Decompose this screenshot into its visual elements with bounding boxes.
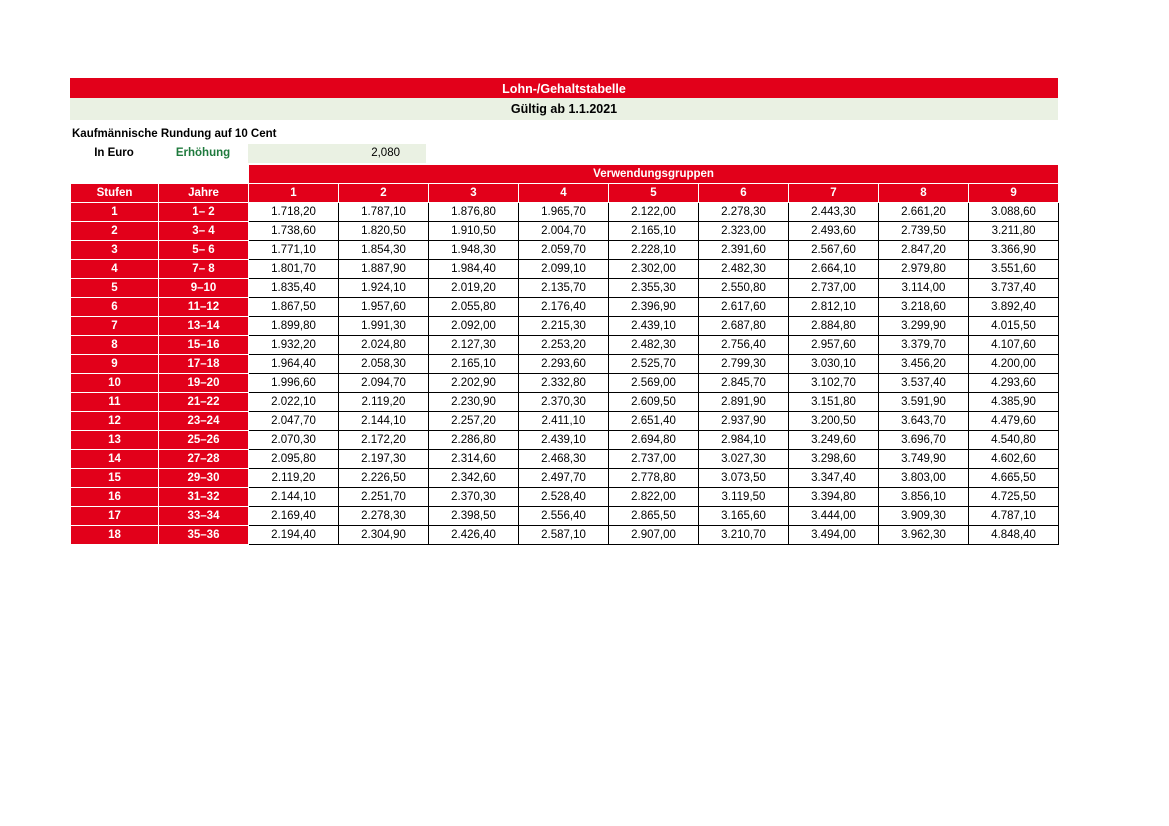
cell-value: 3.299,90	[879, 317, 969, 336]
cell-value: 2.253,20	[519, 336, 609, 355]
cell-value: 2.058,30	[339, 355, 429, 374]
cell-value: 2.937,90	[699, 412, 789, 431]
cell-stufe: 18	[71, 526, 159, 545]
header-group-9: 9	[969, 184, 1059, 203]
cell-value: 4.602,60	[969, 450, 1059, 469]
cell-value: 2.957,60	[789, 336, 879, 355]
cell-value: 2.094,70	[339, 374, 429, 393]
cell-value: 2.119,20	[249, 469, 339, 488]
cell-jahre: 11–12	[159, 298, 249, 317]
cell-value: 3.537,40	[879, 374, 969, 393]
table-row	[71, 469, 1059, 488]
cell-value: 3.114,00	[879, 279, 969, 298]
header-group-7: 7	[789, 184, 879, 203]
cell-value: 3.210,70	[699, 526, 789, 545]
cell-value: 4.665,50	[969, 469, 1059, 488]
cell-value: 2.528,40	[519, 488, 609, 507]
cell-value: 1.957,60	[339, 298, 429, 317]
cell-jahre: 27–28	[159, 450, 249, 469]
table-row	[71, 279, 1059, 298]
header-group-5: 5	[609, 184, 699, 203]
cell-value: 2.664,10	[789, 260, 879, 279]
table-row	[71, 374, 1059, 393]
cell-jahre: 15–16	[159, 336, 249, 355]
cell-value: 2.396,90	[609, 298, 699, 317]
cell-stufe: 13	[71, 431, 159, 450]
cell-value: 1.932,20	[249, 336, 339, 355]
cell-value: 2.135,70	[519, 279, 609, 298]
cell-value: 1.738,60	[249, 222, 339, 241]
column-header-row	[71, 184, 1059, 203]
table-row	[71, 412, 1059, 431]
cell-value: 2.092,00	[429, 317, 519, 336]
cell-value: 2.176,40	[519, 298, 609, 317]
cell-value: 3.494,00	[789, 526, 879, 545]
cell-jahre: 13–14	[159, 317, 249, 336]
cell-value: 4.787,10	[969, 507, 1059, 526]
cell-value: 2.127,30	[429, 336, 519, 355]
cell-value: 4.540,80	[969, 431, 1059, 450]
cell-value: 2.556,40	[519, 507, 609, 526]
cell-value: 1.771,10	[249, 241, 339, 260]
table-row	[71, 507, 1059, 526]
cell-stufe: 10	[71, 374, 159, 393]
cell-value: 1.801,70	[249, 260, 339, 279]
cell-jahre: 7– 8	[159, 260, 249, 279]
cell-value: 2.799,30	[699, 355, 789, 374]
cell-value: 2.304,90	[339, 526, 429, 545]
group-header-row	[71, 165, 1059, 184]
cell-value: 2.302,00	[609, 260, 699, 279]
header-group-4: 4	[519, 184, 609, 203]
cell-value: 1.820,50	[339, 222, 429, 241]
cell-stufe: 2	[71, 222, 159, 241]
increase-label: Erhöhung	[175, 147, 231, 159]
cell-value: 3.218,60	[879, 298, 969, 317]
cell-value: 3.962,30	[879, 526, 969, 545]
cell-value: 2.443,30	[789, 203, 879, 222]
cell-value: 3.249,60	[789, 431, 879, 450]
cell-jahre: 3– 4	[159, 222, 249, 241]
document-subtitle: Gültig ab 1.1.2021	[70, 98, 1058, 120]
cell-value: 2.047,70	[249, 412, 339, 431]
cell-value: 2.567,60	[789, 241, 879, 260]
cell-stufe: 17	[71, 507, 159, 526]
cell-value: 2.099,10	[519, 260, 609, 279]
cell-value: 2.172,20	[339, 431, 429, 450]
table-row	[71, 298, 1059, 317]
cell-value: 3.737,40	[969, 279, 1059, 298]
cell-value: 2.004,70	[519, 222, 609, 241]
cell-value: 3.591,90	[879, 393, 969, 412]
cell-value: 1.991,30	[339, 317, 429, 336]
cell-value: 4.848,40	[969, 526, 1059, 545]
spacer-cell	[159, 165, 249, 184]
cell-value: 2.482,30	[609, 336, 699, 355]
table-row	[71, 431, 1059, 450]
table-row	[71, 241, 1059, 260]
cell-value: 2.144,10	[249, 488, 339, 507]
cell-jahre: 19–20	[159, 374, 249, 393]
cell-value: 4.479,60	[969, 412, 1059, 431]
cell-value: 2.055,80	[429, 298, 519, 317]
cell-value: 4.200,00	[969, 355, 1059, 374]
cell-value: 2.370,30	[429, 488, 519, 507]
salary-table-body	[71, 203, 1059, 545]
cell-stufe: 7	[71, 317, 159, 336]
cell-value: 2.202,90	[429, 374, 519, 393]
cell-value: 1.787,10	[339, 203, 429, 222]
cell-value: 2.165,10	[429, 355, 519, 374]
cell-jahre: 23–24	[159, 412, 249, 431]
cell-value: 2.609,50	[609, 393, 699, 412]
euro-label: In Euro	[94, 147, 134, 159]
cell-value: 3.030,10	[789, 355, 879, 374]
cell-stufe: 1	[71, 203, 159, 222]
table-row	[71, 488, 1059, 507]
cell-value: 2.070,30	[249, 431, 339, 450]
cell-value: 1.948,30	[429, 241, 519, 260]
cell-value: 3.211,80	[969, 222, 1059, 241]
cell-value: 3.856,10	[879, 488, 969, 507]
cell-value: 3.165,60	[699, 507, 789, 526]
cell-value: 2.569,00	[609, 374, 699, 393]
cell-value: 2.845,70	[699, 374, 789, 393]
cell-value: 2.884,80	[789, 317, 879, 336]
cell-value: 2.865,50	[609, 507, 699, 526]
cell-stufe: 9	[71, 355, 159, 374]
cell-stufe: 15	[71, 469, 159, 488]
cell-jahre: 5– 6	[159, 241, 249, 260]
increase-value: 2,080	[248, 144, 426, 163]
cell-value: 3.073,50	[699, 469, 789, 488]
cell-value: 2.550,80	[699, 279, 789, 298]
cell-value: 3.444,00	[789, 507, 879, 526]
header-group-8: 8	[879, 184, 969, 203]
cell-value: 4.385,90	[969, 393, 1059, 412]
cell-value: 2.122,00	[609, 203, 699, 222]
cell-value: 2.251,70	[339, 488, 429, 507]
cell-value: 3.298,60	[789, 450, 879, 469]
table-row	[71, 336, 1059, 355]
cell-value: 2.215,30	[519, 317, 609, 336]
cell-value: 3.088,60	[969, 203, 1059, 222]
table-row	[71, 222, 1059, 241]
header-stufen: Stufen	[71, 184, 159, 203]
cell-value: 2.323,00	[699, 222, 789, 241]
cell-value: 1.854,30	[339, 241, 429, 260]
cell-value: 4.725,50	[969, 488, 1059, 507]
cell-value: 3.027,30	[699, 450, 789, 469]
cell-jahre: 17–18	[159, 355, 249, 374]
table-row	[71, 450, 1059, 469]
cell-value: 2.194,40	[249, 526, 339, 545]
group-header: Verwendungsgruppen	[249, 165, 1059, 184]
cell-value: 2.022,10	[249, 393, 339, 412]
cell-value: 2.144,10	[339, 412, 429, 431]
cell-value: 2.822,00	[609, 488, 699, 507]
cell-value: 2.737,00	[789, 279, 879, 298]
cell-jahre: 29–30	[159, 469, 249, 488]
cell-value: 2.812,10	[789, 298, 879, 317]
cell-value: 2.059,70	[519, 241, 609, 260]
cell-value: 2.257,20	[429, 412, 519, 431]
cell-value: 1.835,40	[249, 279, 339, 298]
rounding-note: Kaufmännische Rundung auf 10 Cent	[72, 128, 277, 140]
cell-value: 2.095,80	[249, 450, 339, 469]
cell-value: 2.493,60	[789, 222, 879, 241]
cell-value: 2.411,10	[519, 412, 609, 431]
cell-value: 2.661,20	[879, 203, 969, 222]
cell-value: 2.391,60	[699, 241, 789, 260]
table-row	[71, 260, 1059, 279]
cell-stufe: 12	[71, 412, 159, 431]
cell-value: 2.984,10	[699, 431, 789, 450]
cell-jahre: 35–36	[159, 526, 249, 545]
cell-value: 3.892,40	[969, 298, 1059, 317]
cell-jahre: 31–32	[159, 488, 249, 507]
cell-value: 3.643,70	[879, 412, 969, 431]
cell-stufe: 14	[71, 450, 159, 469]
cell-value: 2.426,40	[429, 526, 519, 545]
cell-value: 3.909,30	[879, 507, 969, 526]
cell-value: 1.984,40	[429, 260, 519, 279]
cell-value: 1.899,80	[249, 317, 339, 336]
cell-value: 2.907,00	[609, 526, 699, 545]
cell-value: 2.278,30	[339, 507, 429, 526]
cell-value: 2.398,50	[429, 507, 519, 526]
header-jahre: Jahre	[159, 184, 249, 203]
cell-value: 2.891,90	[699, 393, 789, 412]
cell-value: 2.230,90	[429, 393, 519, 412]
cell-value: 3.151,80	[789, 393, 879, 412]
cell-value: 2.278,30	[699, 203, 789, 222]
table-row	[71, 317, 1059, 336]
cell-value: 3.366,90	[969, 241, 1059, 260]
cell-value: 2.286,80	[429, 431, 519, 450]
cell-value: 2.617,60	[699, 298, 789, 317]
euro-increase-row	[70, 144, 1058, 163]
cell-value: 1.964,40	[249, 355, 339, 374]
cell-value: 2.024,80	[339, 336, 429, 355]
cell-value: 1.887,90	[339, 260, 429, 279]
cell-value: 3.749,90	[879, 450, 969, 469]
table-row	[71, 526, 1059, 545]
cell-value: 2.497,70	[519, 469, 609, 488]
cell-value: 2.979,80	[879, 260, 969, 279]
salary-table	[70, 164, 1059, 545]
cell-value: 3.379,70	[879, 336, 969, 355]
cell-value: 2.439,10	[609, 317, 699, 336]
cell-value: 1.876,80	[429, 203, 519, 222]
table-row	[71, 203, 1059, 222]
cell-value: 3.347,40	[789, 469, 879, 488]
cell-stufe: 11	[71, 393, 159, 412]
spacer-cell	[71, 165, 159, 184]
cell-jahre: 9–10	[159, 279, 249, 298]
cell-value: 2.587,10	[519, 526, 609, 545]
cell-value: 2.482,30	[699, 260, 789, 279]
cell-value: 2.228,10	[609, 241, 699, 260]
cell-value: 3.803,00	[879, 469, 969, 488]
salary-table-sheet	[70, 78, 1058, 545]
cell-value: 2.019,20	[429, 279, 519, 298]
cell-value: 2.756,40	[699, 336, 789, 355]
cell-value: 1.718,20	[249, 203, 339, 222]
cell-stufe: 6	[71, 298, 159, 317]
cell-value: 2.355,30	[609, 279, 699, 298]
cell-value: 2.651,40	[609, 412, 699, 431]
cell-value: 2.778,80	[609, 469, 699, 488]
cell-value: 2.847,20	[879, 241, 969, 260]
cell-value: 4.293,60	[969, 374, 1059, 393]
cell-jahre: 25–26	[159, 431, 249, 450]
cell-value: 2.314,60	[429, 450, 519, 469]
cell-value: 2.332,80	[519, 374, 609, 393]
cell-value: 1.924,10	[339, 279, 429, 298]
cell-value: 3.200,50	[789, 412, 879, 431]
cell-value: 3.102,70	[789, 374, 879, 393]
cell-value: 2.370,30	[519, 393, 609, 412]
cell-value: 1.996,60	[249, 374, 339, 393]
cell-stufe: 4	[71, 260, 159, 279]
cell-jahre: 1– 2	[159, 203, 249, 222]
cell-value: 2.119,20	[339, 393, 429, 412]
cell-stufe: 8	[71, 336, 159, 355]
cell-value: 4.015,50	[969, 317, 1059, 336]
cell-value: 1.910,50	[429, 222, 519, 241]
header-group-6: 6	[699, 184, 789, 203]
cell-value: 2.468,30	[519, 450, 609, 469]
cell-value: 2.165,10	[609, 222, 699, 241]
cell-value: 2.197,30	[339, 450, 429, 469]
cell-value: 2.525,70	[609, 355, 699, 374]
cell-stufe: 3	[71, 241, 159, 260]
cell-stufe: 16	[71, 488, 159, 507]
cell-value: 1.867,50	[249, 298, 339, 317]
cell-value: 3.696,70	[879, 431, 969, 450]
cell-value: 2.342,60	[429, 469, 519, 488]
cell-value: 2.737,00	[609, 450, 699, 469]
cell-jahre: 33–34	[159, 507, 249, 526]
table-row	[71, 393, 1059, 412]
cell-value: 4.107,60	[969, 336, 1059, 355]
header-group-3: 3	[429, 184, 519, 203]
cell-value: 3.119,50	[699, 488, 789, 507]
cell-value: 2.293,60	[519, 355, 609, 374]
table-row	[71, 355, 1059, 374]
cell-value: 2.226,50	[339, 469, 429, 488]
header-group-2: 2	[339, 184, 429, 203]
cell-stufe: 5	[71, 279, 159, 298]
cell-value: 1.965,70	[519, 203, 609, 222]
cell-value: 2.169,40	[249, 507, 339, 526]
cell-value: 2.687,80	[699, 317, 789, 336]
header-group-1: 1	[249, 184, 339, 203]
cell-value: 3.394,80	[789, 488, 879, 507]
cell-value: 2.694,80	[609, 431, 699, 450]
cell-jahre: 21–22	[159, 393, 249, 412]
cell-value: 2.439,10	[519, 431, 609, 450]
cell-value: 3.456,20	[879, 355, 969, 374]
cell-value: 3.551,60	[969, 260, 1059, 279]
document-title: Lohn-/Gehaltstabelle	[70, 78, 1058, 98]
cell-value: 2.739,50	[879, 222, 969, 241]
